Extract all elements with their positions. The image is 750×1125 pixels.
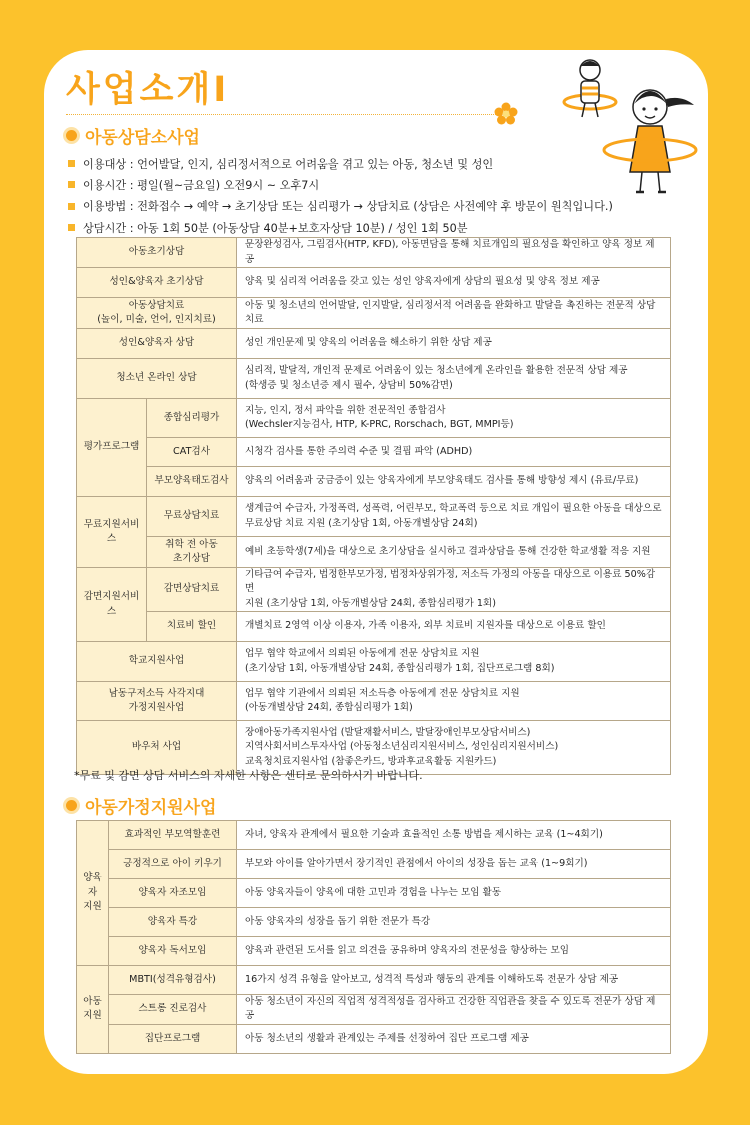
- row-label: 양육자 특강: [109, 908, 237, 937]
- row-desc: 성인 개인문제 및 양육의 어려움을 해소하기 위한 상담 제공: [237, 329, 671, 359]
- table-row: [77, 879, 671, 908]
- table-row: [77, 642, 671, 682]
- row-desc: 아동 및 청소년의 언어발달, 인지발달, 심리정서적 어려움을 완화하고 발달을 촉진하는 전문적 상담치료: [237, 298, 671, 329]
- flower-icon: [494, 102, 518, 126]
- table-row: [77, 821, 671, 850]
- table-row: [77, 268, 671, 298]
- row-desc: 업무 협약 학교에서 의뢰된 아동에게 전문 상담치료 지원 (초기상담 1회, 아동개별상담 24회, 종합심리평가 1회, 집단프로그램 8회): [237, 642, 671, 682]
- row-label: 부모양육태도검사: [147, 467, 237, 497]
- row-desc: 양육의 어려움과 궁금증이 있는 양육자에게 부모양육태도 검사를 통해 방향성 제시 (유료/무료): [237, 467, 671, 497]
- row-desc: 부모와 아이를 알아가면서 장기적인 관점에서 아이의 성장을 돕는 교육 (1~9회기): [237, 850, 671, 879]
- row-label: 치료비 할인: [147, 612, 237, 642]
- row-desc: 아동 청소년의 생활과 관계있는 주제를 선정하여 집단 프로그램 제공: [237, 1024, 671, 1053]
- table-row: [77, 359, 671, 399]
- section-heading-family: [66, 793, 216, 818]
- row-desc: 업무 협약 기관에서 의뢰된 저소득층 아동에게 전문 상담치료 지원 (아동개별상담 24회, 종합심리평가 1회): [237, 682, 671, 721]
- table-row: [77, 612, 671, 642]
- row-desc: 시청각 검사를 통한 주의력 수준 및 결핍 파악 (ADHD): [237, 438, 671, 467]
- table-row: [77, 682, 671, 721]
- section-title: 아동상담소사업: [85, 128, 200, 148]
- info-item-target: 이용대상 : 언어발달, 인지, 심리정서적으로 어려움을 겪고 있는 아동, 청소년 및 성인: [68, 153, 688, 174]
- page-title: 사업소개Ⅰ: [66, 70, 230, 110]
- table-row: [77, 399, 671, 438]
- table-row: [77, 329, 671, 359]
- info-item-duration: 상담시간 : 아동 1회 50분 (아동상담 40분+보호자상담 10분) / 성인 1회 50분: [68, 217, 688, 238]
- table-row: [77, 908, 671, 937]
- row-label: 청소년 온라인 상담: [77, 359, 237, 399]
- counseling-table: [76, 237, 671, 775]
- row-desc: 16가지 성격 유형을 알아보고, 성격적 특성과 행동의 관계를 이해하도록 전문가 상담 제공: [237, 966, 671, 995]
- row-label: 종합심리평가: [147, 399, 237, 438]
- section-bullet-icon: [66, 130, 77, 141]
- square-bullet-icon: [68, 203, 75, 210]
- family-support-table: [76, 820, 671, 1054]
- row-label: 취학 전 아동 초기상담: [147, 537, 237, 568]
- group-label: 무료지원서비스: [77, 497, 147, 568]
- table-row: [77, 937, 671, 966]
- row-label: 긍정적으로 아이 키우기: [109, 850, 237, 879]
- table-row: [77, 298, 671, 329]
- row-label: 집단프로그램: [109, 1024, 237, 1053]
- row-label: 효과적인 부모역할훈련: [109, 821, 237, 850]
- row-label: CAT검사: [147, 438, 237, 467]
- section-bullet-icon: [66, 800, 77, 811]
- section-heading-counseling: [66, 123, 200, 148]
- group-label: 평가프로그램: [77, 399, 147, 497]
- row-desc: 예비 초등학생(7세)을 대상으로 초기상담을 실시하고 결과상담을 통해 건강한 학교생활 적응 지원: [237, 537, 671, 568]
- section-title: 아동가정지원사업: [85, 798, 217, 818]
- table-row: [77, 966, 671, 995]
- row-label: MBTI(성격유형검사): [109, 966, 237, 995]
- row-desc: 지능, 인지, 정서 파악을 위한 전문적인 종합검사 (Wechsler지능검사, HTP, K-PRC, Rorschach, BGT, MMPI등): [237, 399, 671, 438]
- row-label: 양육자 자조모임: [109, 879, 237, 908]
- square-bullet-icon: [68, 160, 75, 167]
- row-desc: 아동 양육자들이 양육에 대한 고민과 경험을 나누는 모임 활동: [237, 879, 671, 908]
- row-desc: 양육과 관련된 도서를 읽고 의견을 공유하며 양육자의 전문성을 향상하는 모임: [237, 937, 671, 966]
- group-label: 감면지원서비스: [77, 568, 147, 642]
- row-desc: 생계급여 수급자, 가정폭력, 성폭력, 어린부모, 학교폭력 등으로 치료 개입이 필요한 아동을 대상으로 무료상담 치료 지원 (초기상담 1회, 아동개별상담 24회): [237, 497, 671, 537]
- row-label: 무료상담치료: [147, 497, 237, 537]
- row-desc: 문장완성검사, 그림검사(HTP, KFD), 아동면담을 통해 치료개입의 필요성을 확인하고 양육 정보 제공: [237, 238, 671, 268]
- table-row: [77, 850, 671, 879]
- square-bullet-icon: [68, 181, 75, 188]
- row-desc: 양육 및 심리적 어려움을 갖고 있는 성인 양육자에게 상담의 필요성 및 양육 정보 제공: [237, 268, 671, 298]
- row-desc: 장애아동가족지원사업 (발달재활서비스, 발달장애인부모상담서비스) 지역사회서비스투자사업 (아동청소년심리지원서비스, 성인심리지원서비스) 교육청치료지원사업 (참좋은카드, 방과후교육활동 지원카드): [237, 721, 671, 775]
- row-label: 성인&양육자 상담: [77, 329, 237, 359]
- square-bullet-icon: [68, 224, 75, 231]
- info-item-method: 이용방법 : 전화접수 → 예약 → 초기상담 또는 심리평가 → 상담치료 (상담은 사전예약 후 방문이 원칙입니다.): [68, 196, 688, 217]
- row-label: 아동상담치료 (놀이, 미술, 언어, 인지치료): [77, 298, 237, 329]
- row-label: 학교지원사업: [77, 642, 237, 682]
- row-desc: 개별치료 2영역 이상 이용자, 가족 이용자, 외부 치료비 지원자를 대상으로 이용료 할인: [237, 612, 671, 642]
- table-row: [77, 497, 671, 537]
- info-item-hours: 이용시간 : 평일(월~금요일) 오전9시 ~ 오후7시: [68, 174, 688, 195]
- table-row: [77, 1024, 671, 1053]
- row-desc: 기타급여 수급자, 법정한부모가정, 법정차상위가정, 저소득 가정의 아동을 대상으로 이용료 50%감면 지원 (초기상담 1회, 아동개별상담 24회, 종합심리평가 1회): [237, 568, 671, 612]
- row-label: 양육자 독서모임: [109, 937, 237, 966]
- row-desc: 아동 양육자의 성장을 돕기 위한 전문가 특강: [237, 908, 671, 937]
- table-row: [77, 467, 671, 497]
- table-row: [77, 438, 671, 467]
- row-label: 성인&양육자 초기상담: [77, 268, 237, 298]
- group-label: 양육자 지원: [77, 821, 109, 966]
- row-desc: 아동 청소년이 자신의 직업적 성격적성을 검사하고 건강한 직업관을 찾을 수 있도록 전문가 상담 제공: [237, 995, 671, 1025]
- footnote: *무료 및 감면 상담 서비스의 자세한 사항은 센터로 문의하시기 바랍니다.: [74, 769, 423, 782]
- row-desc: 자녀, 양육자 관계에서 필요한 기술과 효율적인 소통 방법을 제시하는 교육 (1~4회기): [237, 821, 671, 850]
- table-row: [77, 568, 671, 612]
- row-label: 스트롱 진로검사: [109, 995, 237, 1025]
- table-row: [77, 238, 671, 268]
- title-divider: [66, 114, 498, 115]
- row-label: 아동초기상담: [77, 238, 237, 268]
- group-label: 아동 지원: [77, 966, 109, 1054]
- row-label: 바우처 사업: [77, 721, 237, 775]
- table-row: [77, 537, 671, 568]
- info-list: [68, 153, 688, 238]
- row-label: 감면상담치료: [147, 568, 237, 612]
- row-label: 남동구저소득 사각지대 가정지원사업: [77, 682, 237, 721]
- table-row: [77, 995, 671, 1025]
- row-desc: 심리적, 발달적, 개인적 문제로 어려움이 있는 청소년에게 온라인을 활용한 전문적 상담 제공 (학생증 및 청소년증 제시 필수, 상담비 50%감면): [237, 359, 671, 399]
